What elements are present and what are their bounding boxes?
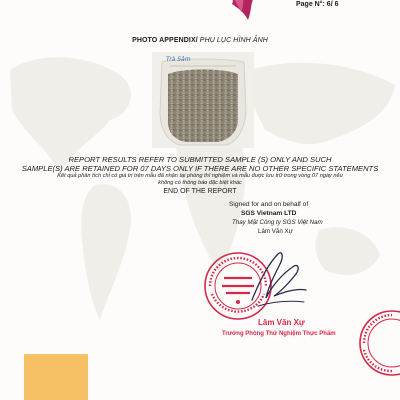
sgs-logo-mark [226,0,260,22]
stamp-name: Lâm Văn Xự [258,318,305,327]
company-name: SGS Vietnam LTD [241,210,297,217]
photo-appendix-title-en: PHOTO APPENDIX/ [132,37,198,44]
photo-appendix-title [0,37,400,44]
statement-vi-line-1: Kết quả phân tích chỉ có giá trị trên mẫu đã nhận tại phòng thí nghiệm và mẫu được lưu trữ trong vòng 07 ngày nếu [57,173,343,179]
yellow-tab [24,354,88,400]
sample-label: Trà Sâm [166,56,191,63]
page-number: Page N°: 6/ 6 [296,1,339,8]
signer-name: Lâm Văn Xự [258,228,293,235]
stamp-title: Trưởng Phòng Thử Nghiệm Thực Phẩm [222,331,336,337]
sample-photo [152,52,254,148]
signed-for-label: Signed for and on behalf of [229,201,309,208]
statement-vi-line-2: không có thông báo đặc biệt khác [158,180,242,186]
statement-line-1: REPORT RESULTS REFER TO SUBMITTED SAMPLE (S) ONLY AND SUCH [68,155,332,164]
edge-seal [352,306,400,380]
end-of-report: END OF THE REPORT [163,188,237,195]
company-name-vi: Thay Mặt Công ty SGS Việt Nam [232,219,323,226]
statement-line-2: SAMPLE(S) ARE RETAINED FOR 07 DAYS ONLY IF THERE ARE NO OTHER SPECIFIC STATEMENTS [21,164,379,173]
handwritten-signature [238,240,314,316]
photo-appendix-title-vi: PHỤ LỤC HÌNH ẢNH [197,37,268,44]
